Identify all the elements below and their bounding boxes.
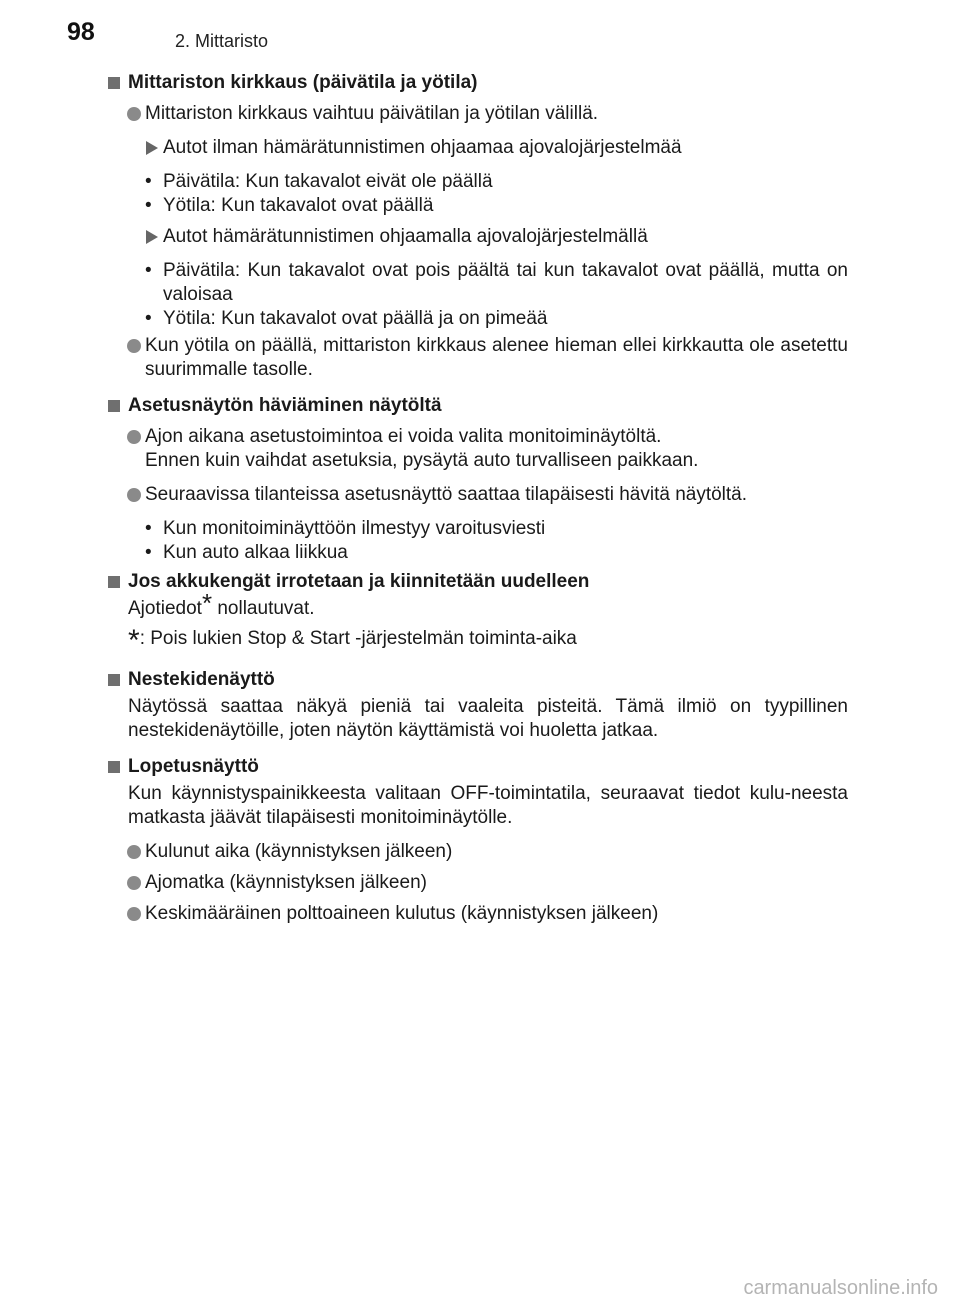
paragraph: Näytössä saattaa näkyä pieniä tai vaaleita pisteitä. Tämä ilmiö on tyypillinen nestekidenäytöille, joten näytön käyttämistä voi huoletta jatkaa. [128, 696, 848, 741]
bullet-item [108, 307, 848, 331]
section-title-text: Lopetusnäyttö [128, 756, 259, 777]
bullet-mark: • [145, 260, 152, 281]
section-title-end-screen [108, 755, 848, 779]
paragraph-text: Ajotiedot [128, 598, 202, 619]
subheading [108, 225, 848, 249]
page-content [108, 71, 848, 926]
page-header [0, 0, 960, 60]
bullet-text: Yötila: Kun takavalot ovat päällä ja on pimeää [163, 308, 548, 329]
bullet-mark: • [145, 518, 152, 539]
paragraph [108, 588, 848, 621]
section-title-settings [108, 394, 848, 418]
bullet-list [108, 517, 848, 565]
footnote [108, 624, 848, 657]
triangle-arrow-icon [146, 141, 158, 155]
bullet-text: Kun monitoiminäyttöön ilmestyy varoitusviesti [163, 518, 546, 539]
section-title-text: Jos akkukengät irrotetaan ja kiinnitetään uudelleen [128, 571, 590, 592]
square-bullet-icon [108, 576, 120, 588]
bullet-text: Päivätila: Kun takavalot ovat pois päältä tai kun takavalot ovat päällä, mutta on valoisaa [163, 260, 848, 305]
bullet-text: Yötila: Kun takavalot ovat päällä [163, 195, 434, 216]
list-item [108, 902, 848, 926]
section-title-brightness [108, 71, 848, 95]
circle-bullet-icon [127, 845, 141, 859]
list-item [108, 840, 848, 864]
subheading-text: Autot ilman hämärätunnistimen ohjaamaa ajovalojärjestelmää [163, 137, 682, 158]
asterisk-mark: * [201, 588, 213, 618]
square-bullet-icon [108, 400, 120, 412]
list-item-text: Ajomatka (käynnistyksen jälkeen) [145, 872, 427, 893]
circle-bullet-icon [127, 107, 141, 121]
list-item-text: Kulunut aika (käynnistyksen jälkeen) [145, 841, 453, 862]
bullet-item [108, 259, 848, 307]
section-title-text: Mittariston kirkkaus (päivätila ja yötila) [128, 72, 478, 93]
chapter-title: 2. Mittaristo [175, 31, 269, 51]
paragraph-text: nollautuvat. [212, 598, 315, 619]
list-item [108, 871, 848, 895]
bullet-item [108, 194, 848, 218]
list-item-text: Keskimääräinen polttoaineen kulutus (käynnistyksen jälkeen) [145, 903, 659, 924]
list-item [108, 102, 848, 126]
list-item-text: Ennen kuin vaihdat asetuksia, pysäytä auto turvalliseen paikkaan. [145, 450, 699, 471]
section-title-lcd [108, 668, 848, 692]
bullet-mark: • [145, 542, 152, 563]
bullet-item [108, 517, 848, 541]
list-item [108, 483, 848, 507]
bullet-mark: • [145, 195, 152, 216]
circle-bullet-icon [127, 907, 141, 921]
list-item-text: Seuraavissa tilanteissa asetusnäyttö saattaa tilapäisesti hävitä näytöltä. [145, 484, 748, 505]
bullet-text: Kun auto alkaa liikkua [163, 542, 348, 563]
watermark: carmanualsonline.info [743, 1277, 938, 1299]
page-number: 98 [67, 18, 95, 46]
bullet-item [108, 541, 848, 565]
asterisk-mark: * [128, 624, 140, 657]
circle-bullet-icon [127, 430, 141, 444]
bullet-text: Päivätila: Kun takavalot eivät ole päällä [163, 171, 493, 192]
list-item [108, 425, 848, 473]
list-item-text: Kun yötila on päällä, mittariston kirkkaus alenee hieman ellei kirkkautta ole asetettu suurimmalle tasolle. [145, 335, 848, 380]
paragraph: Kun käynnistyspainikkeesta valitaan OFF-toimintatila, seuraavat tiedot kulu-neesta matkasta jäävät tilapäisesti monitoiminäytölle. [128, 783, 848, 828]
circle-bullet-icon [127, 488, 141, 502]
list-item-text: Ajon aikana asetustoimintoa ei voida valita monitoiminäytöltä. [145, 426, 662, 447]
triangle-arrow-icon [146, 230, 158, 244]
bullet-item [108, 170, 848, 194]
list-item-text: Mittariston kirkkaus vaihtuu päivätilan ja yötilan välillä. [145, 103, 599, 124]
section-title-battery [108, 570, 848, 594]
circle-bullet-icon [127, 339, 141, 353]
bullet-mark: • [145, 171, 152, 192]
bullet-list [108, 170, 848, 218]
square-bullet-icon [108, 761, 120, 773]
circle-bullet-icon [127, 876, 141, 890]
subheading [108, 136, 848, 160]
bullet-mark: • [145, 308, 152, 329]
subheading-text: Autot hämärätunnistimen ohjaamalla ajovalojärjestelmällä [163, 226, 648, 247]
list-item [108, 334, 848, 382]
square-bullet-icon [108, 674, 120, 686]
square-bullet-icon [108, 77, 120, 89]
bullet-list [108, 259, 848, 331]
section-title-text: Nestekidenäyttö [128, 669, 275, 690]
section-title-text: Asetusnäytön häviäminen näytöltä [128, 395, 442, 416]
footnote-text: : Pois lukien Stop & Start -järjestelmän toiminta-aika [139, 628, 577, 649]
